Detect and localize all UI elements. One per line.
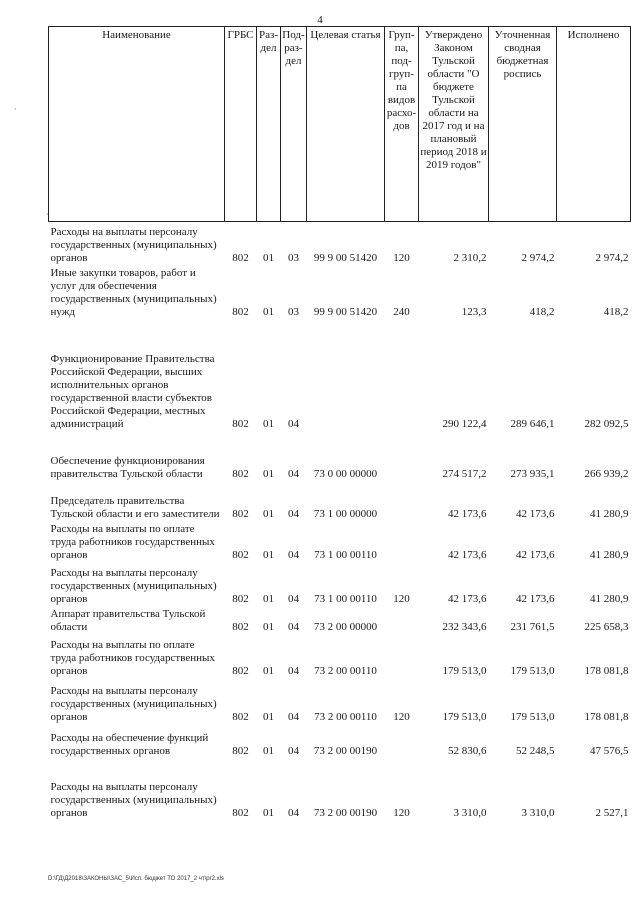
cell-name: Иные закупки товаров, работ и услуг для обеспечения государственных (муниципальных) нужд bbox=[50, 266, 217, 318]
cell-approved: 290 122,4 bbox=[442, 417, 487, 430]
table-row bbox=[49, 522, 631, 563]
cell-executed: 266 939,2 bbox=[584, 467, 629, 480]
cell-razdel: 01 bbox=[263, 806, 274, 819]
budget-table bbox=[48, 26, 631, 821]
cell-vid: 120 bbox=[393, 710, 410, 723]
cell-approved: 179 513,0 bbox=[442, 710, 487, 723]
cell-approved: 42 173,6 bbox=[448, 507, 487, 520]
cell-grbs: 802 bbox=[232, 417, 249, 430]
cell-podrazdel: 04 bbox=[288, 620, 299, 633]
cell-refined: 3 310,0 bbox=[521, 806, 555, 819]
cell-target: 73 1 00 00110 bbox=[314, 592, 377, 605]
cell-executed: 225 658,3 bbox=[584, 620, 629, 633]
header-col-approved: Утверждено Законом Тульской области "О бюджете Тульской области на 2017 год и на плановый период 2018 и 2019 годов" bbox=[419, 27, 489, 222]
cell-executed: 2 527,1 bbox=[595, 806, 629, 819]
cell-name: Расходы на обеспечение функций государственных органов bbox=[50, 731, 209, 757]
cell-executed: 2 974,2 bbox=[595, 251, 629, 264]
file-path-footer: D:\ГД\Д2018\ЗАКОНЫ\ЗАС_5\Исп. бюджет ТО 2017_2 чт\pr2.xls bbox=[48, 876, 224, 882]
cell-grbs: 802 bbox=[232, 620, 249, 633]
cell-refined: 418,2 bbox=[529, 305, 555, 318]
cell-grbs: 802 bbox=[232, 664, 249, 677]
cell-approved: 2 310,2 bbox=[453, 251, 487, 264]
header-col-refined: Уточненная сводная бюджетная роспись bbox=[489, 27, 557, 222]
table-row bbox=[49, 563, 631, 607]
cell-approved: 274 517,2 bbox=[442, 467, 487, 480]
cell-target: 73 1 00 00110 bbox=[314, 548, 377, 561]
table-row bbox=[49, 320, 631, 432]
cell-vid: 120 bbox=[393, 806, 410, 819]
cell-name: Расходы на выплаты персоналу государственных (муниципальных) органов bbox=[50, 566, 217, 605]
header-col-name: Наименование bbox=[49, 27, 225, 222]
scan-mark: · bbox=[46, 210, 49, 219]
cell-executed: 418,2 bbox=[603, 305, 629, 318]
table-body bbox=[49, 222, 631, 821]
cell-vid bbox=[385, 635, 419, 679]
header-col-vid: Груп-па, под-груп-па видов расхо-дов bbox=[385, 27, 419, 222]
cell-podrazdel: 04 bbox=[288, 744, 299, 757]
cell-podrazdel: 04 bbox=[288, 417, 299, 430]
cell-refined: 42 173,6 bbox=[516, 592, 555, 605]
cell-vid bbox=[385, 320, 419, 432]
table-row bbox=[49, 607, 631, 635]
cell-podrazdel: 03 bbox=[288, 251, 299, 264]
cell-razdel: 01 bbox=[263, 305, 274, 318]
cell-razdel: 01 bbox=[263, 417, 274, 430]
cell-name: Аппарат правительства Тульской области bbox=[50, 607, 206, 633]
scan-mark: · bbox=[14, 105, 17, 114]
cell-podrazdel: 04 bbox=[288, 664, 299, 677]
cell-target: 73 2 00 00000 bbox=[313, 620, 378, 633]
table-header bbox=[49, 27, 631, 222]
page-number: 4 bbox=[317, 14, 323, 26]
cell-grbs: 802 bbox=[232, 744, 249, 757]
cell-target: 73 2 00 00190 bbox=[313, 744, 378, 757]
header-col-podrazdel: Под-раз-дел bbox=[281, 27, 307, 222]
cell-refined: 231 761,5 bbox=[510, 620, 555, 633]
table-row bbox=[49, 725, 631, 759]
cell-vid bbox=[385, 482, 419, 522]
cell-name: Расходы на выплаты персоналу государственных (муниципальных) органов bbox=[50, 780, 217, 819]
cell-refined: 273 935,1 bbox=[510, 467, 555, 480]
cell-target: 73 0 00 00000 bbox=[313, 467, 378, 480]
cell-approved: 232 343,6 bbox=[442, 620, 487, 633]
cell-name: Функционирование Правительства Российской Федерации, высших исполнительных органов государственной власти субъектов Российской Федерации, местных администраций bbox=[50, 352, 215, 430]
cell-approved: 42 173,6 bbox=[448, 592, 487, 605]
cell-target: 73 2 00 00110 bbox=[314, 664, 377, 677]
cell-vid bbox=[385, 432, 419, 482]
cell-approved: 52 830,6 bbox=[448, 744, 487, 757]
cell-razdel: 01 bbox=[263, 744, 274, 757]
cell-razdel: 01 bbox=[263, 467, 274, 480]
cell-refined: 42 173,6 bbox=[516, 548, 555, 561]
cell-target: 99 9 00 51420 bbox=[313, 305, 378, 318]
cell-approved: 123,3 bbox=[461, 305, 487, 318]
cell-grbs: 802 bbox=[232, 806, 249, 819]
cell-razdel: 01 bbox=[263, 710, 274, 723]
cell-refined: 179 513,0 bbox=[510, 710, 555, 723]
cell-executed: 41 280,9 bbox=[590, 548, 629, 561]
table-row bbox=[49, 266, 631, 320]
cell-executed: 282 092,5 bbox=[584, 417, 629, 430]
cell-podrazdel: 04 bbox=[288, 467, 299, 480]
cell-podrazdel: 04 bbox=[288, 548, 299, 561]
cell-razdel: 01 bbox=[263, 507, 274, 520]
cell-grbs: 802 bbox=[232, 592, 249, 605]
cell-vid bbox=[385, 522, 419, 563]
table-row bbox=[49, 759, 631, 821]
cell-vid: 120 bbox=[393, 251, 410, 264]
header-col-razdel: Раз-дел bbox=[257, 27, 281, 222]
table-row bbox=[49, 482, 631, 522]
cell-grbs: 802 bbox=[232, 507, 249, 520]
cell-refined: 289 646,1 bbox=[510, 417, 555, 430]
cell-executed: 178 081,8 bbox=[584, 664, 629, 677]
cell-razdel: 01 bbox=[263, 664, 274, 677]
table-row bbox=[49, 679, 631, 725]
cell-name: Расходы на выплаты по оплате труда работников государственных органов bbox=[50, 638, 215, 677]
cell-podrazdel: 04 bbox=[288, 806, 299, 819]
cell-target: 73 1 00 00000 bbox=[313, 507, 378, 520]
cell-target bbox=[307, 320, 385, 432]
cell-refined: 2 974,2 bbox=[521, 251, 555, 264]
cell-refined: 42 173,6 bbox=[516, 507, 555, 520]
cell-executed: 47 576,5 bbox=[590, 744, 629, 757]
cell-approved: 179 513,0 bbox=[442, 664, 487, 677]
cell-grbs: 802 bbox=[232, 710, 249, 723]
cell-executed: 41 280,9 bbox=[590, 592, 629, 605]
cell-podrazdel: 04 bbox=[288, 710, 299, 723]
header-col-target: Целевая статья bbox=[307, 27, 385, 222]
cell-podrazdel: 04 bbox=[288, 507, 299, 520]
table-row bbox=[49, 635, 631, 679]
cell-grbs: 802 bbox=[232, 251, 249, 264]
cell-razdel: 01 bbox=[263, 592, 274, 605]
cell-grbs: 802 bbox=[232, 548, 249, 561]
cell-target: 73 2 00 00110 bbox=[314, 710, 377, 723]
cell-razdel: 01 bbox=[263, 620, 274, 633]
cell-vid: 120 bbox=[393, 592, 410, 605]
header-col-executed: Исполнено bbox=[557, 27, 631, 222]
cell-name: Расходы на выплаты персоналу государственных (муниципальных) органов bbox=[50, 225, 217, 264]
cell-grbs: 802 bbox=[232, 467, 249, 480]
cell-name: Председатель правительства Тульской области и его заместители bbox=[50, 494, 220, 520]
cell-executed: 178 081,8 bbox=[584, 710, 629, 723]
cell-name: Расходы на выплаты персоналу государственных (муниципальных) органов bbox=[50, 684, 217, 723]
table-row bbox=[49, 222, 631, 266]
header-col-grbs: ГРБС bbox=[225, 27, 257, 222]
cell-razdel: 01 bbox=[263, 548, 274, 561]
cell-approved: 42 173,6 bbox=[448, 548, 487, 561]
cell-refined: 52 248,5 bbox=[516, 744, 555, 757]
cell-razdel: 01 bbox=[263, 251, 274, 264]
cell-name: Обеспечение функционирования правительства Тульской области bbox=[50, 454, 205, 480]
cell-refined: 179 513,0 bbox=[510, 664, 555, 677]
cell-podrazdel: 04 bbox=[288, 592, 299, 605]
cell-executed: 41 280,9 bbox=[590, 507, 629, 520]
cell-vid bbox=[385, 607, 419, 635]
cell-vid: 240 bbox=[393, 305, 410, 318]
cell-grbs: 802 bbox=[232, 305, 249, 318]
table-row bbox=[49, 432, 631, 482]
cell-target: 73 2 00 00190 bbox=[313, 806, 378, 819]
cell-podrazdel: 03 bbox=[288, 305, 299, 318]
cell-approved: 3 310,0 bbox=[453, 806, 487, 819]
cell-target: 99 9 00 51420 bbox=[313, 251, 378, 264]
cell-vid bbox=[385, 725, 419, 759]
cell-name: Расходы на выплаты по оплате труда работников государственных органов bbox=[50, 522, 215, 561]
